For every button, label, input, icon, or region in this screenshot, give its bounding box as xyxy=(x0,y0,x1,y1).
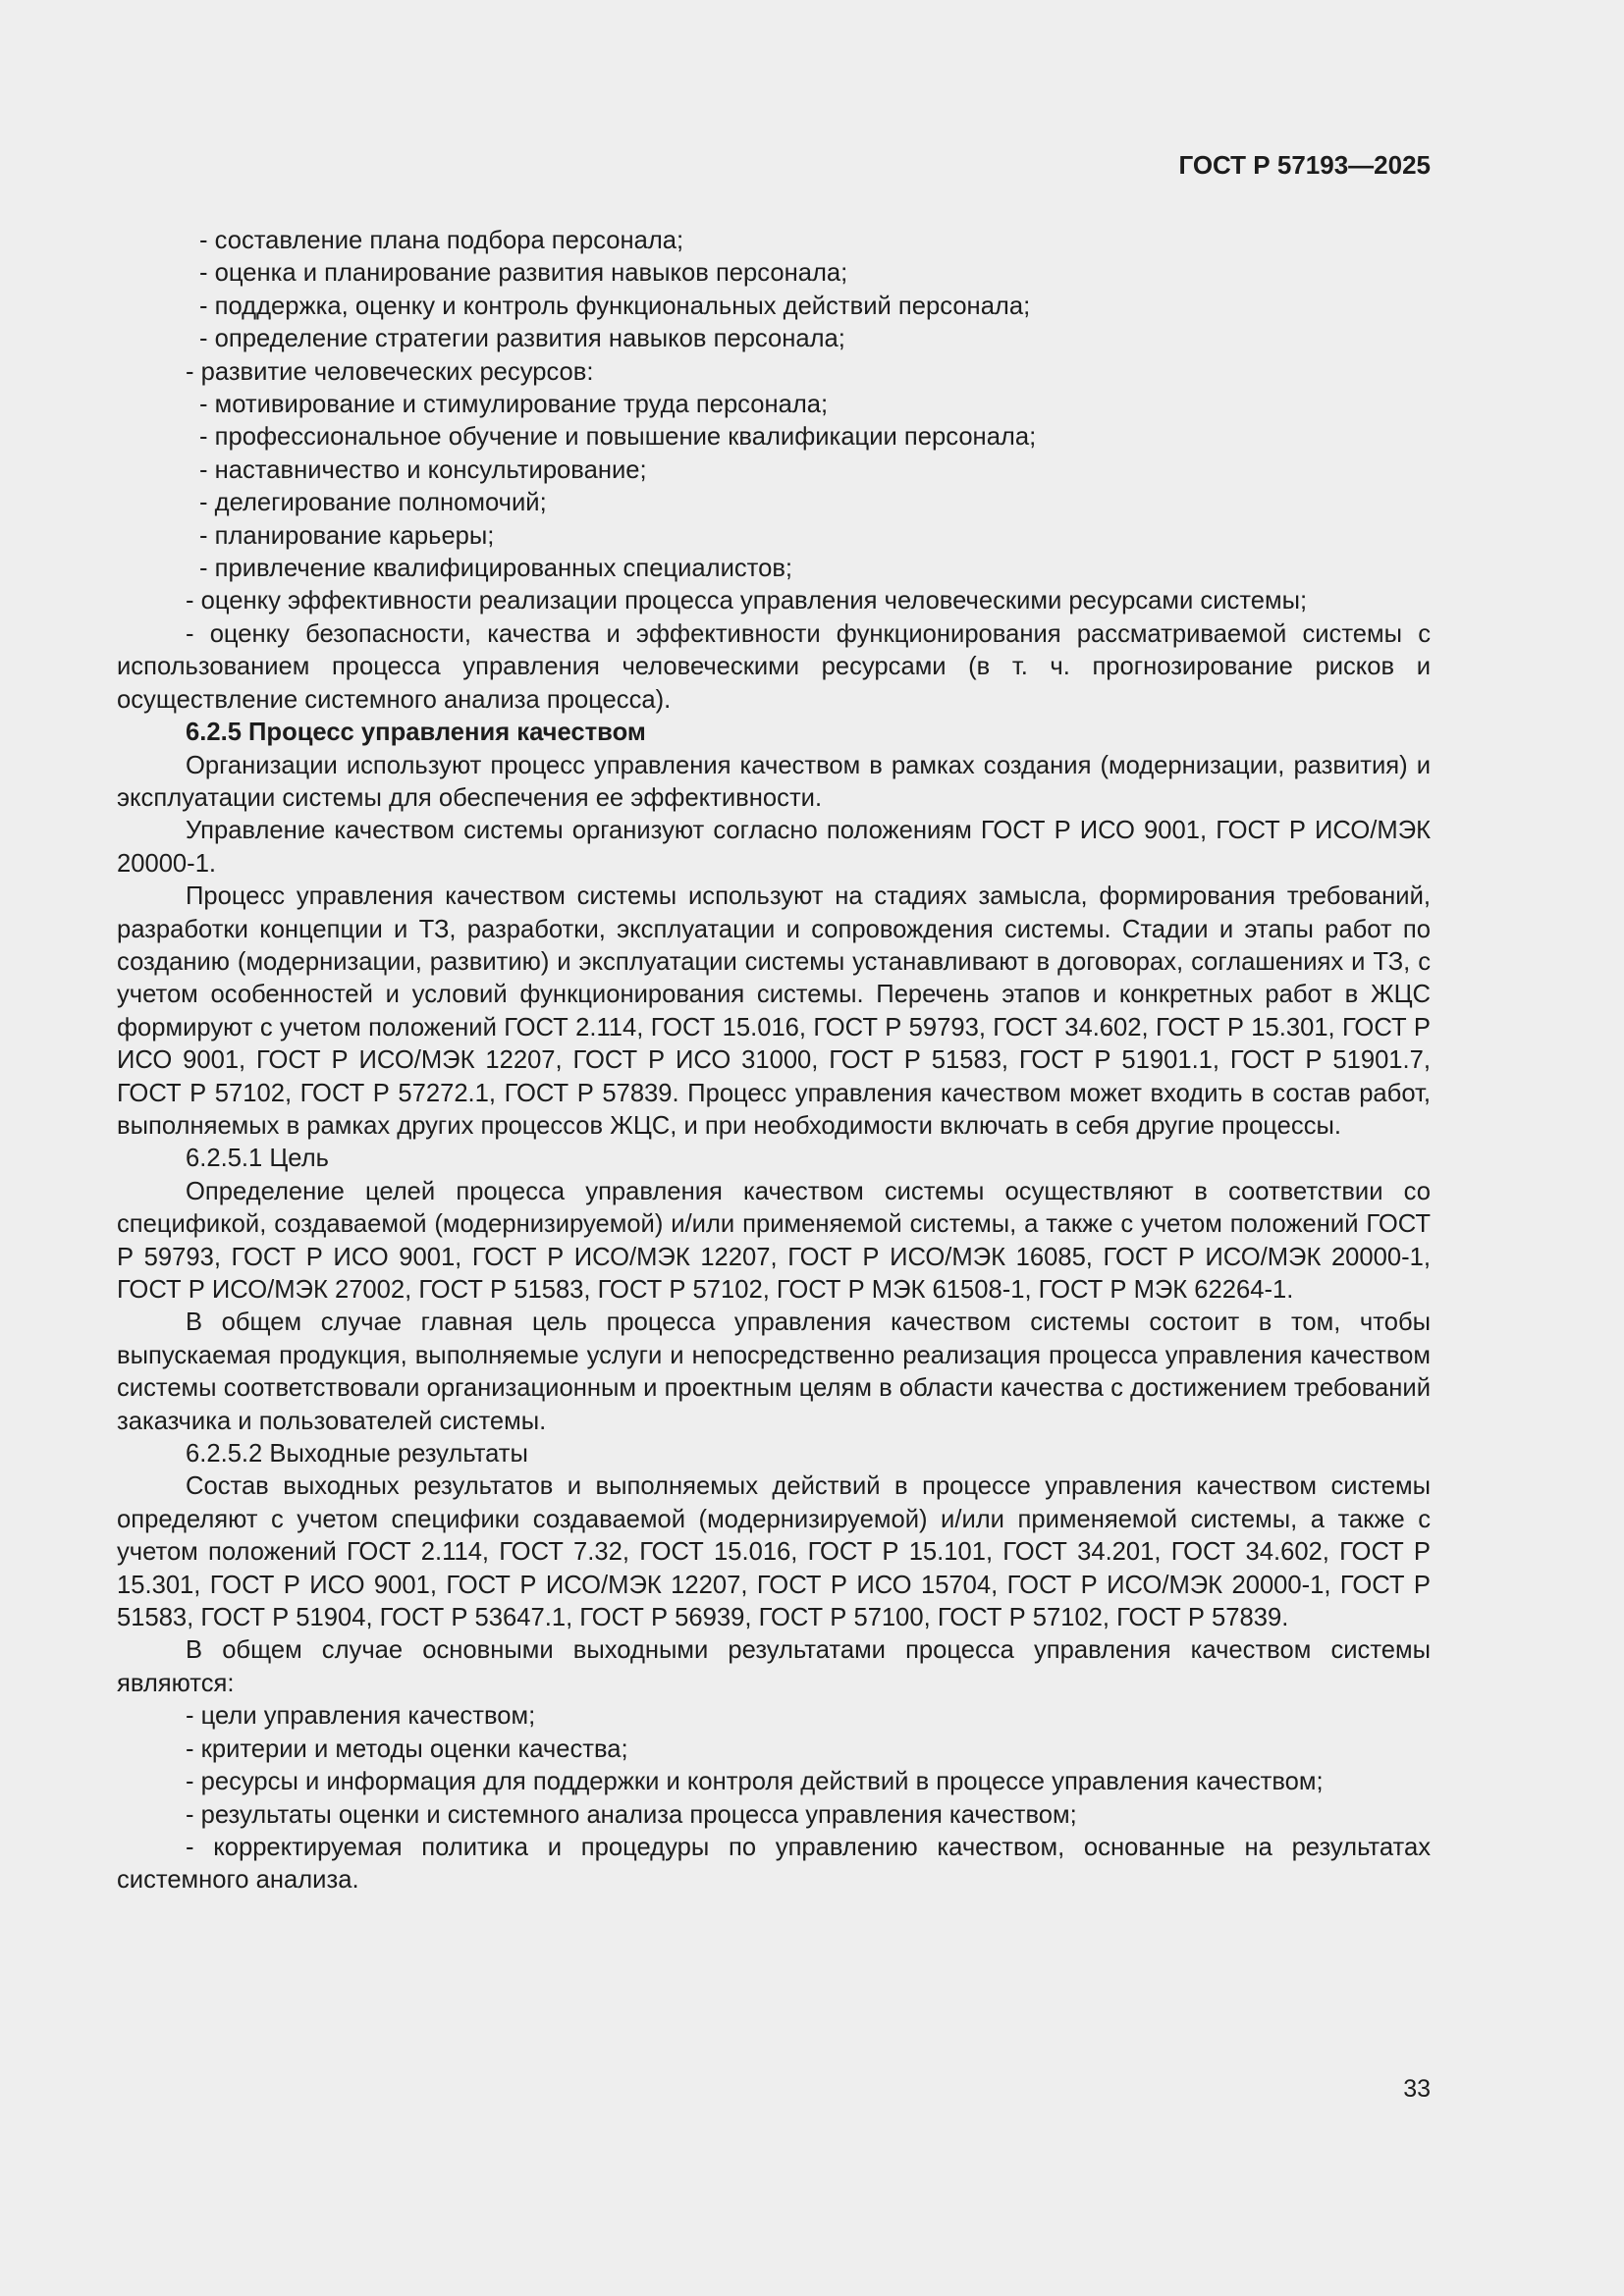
paragraph: Состав выходных результатов и выполняемых действий в процессе управления качеством системы определяют с учетом специфики создаваемой (модернизируемой) и/или применяемой системы, а также с учетом положений ГОСТ 2.114, ГОСТ 7.32, ГОСТ 15.016, ГОСТ Р 15.101, ГОСТ 34.201, ГОСТ 34.602, ГОСТ Р 15.301, ГОСТ Р ИСО 9001, ГОСТ Р ИСО/МЭК 12207, ГОСТ Р ИСО 15704, ГОСТ Р ИСО/МЭК 20000-1, ГОСТ Р 51583, ГОСТ Р 51904, ГОСТ Р 53647.1, ГОСТ Р 56939, ГОСТ Р 57100, ГОСТ Р 57102, ГОСТ Р 57839. xyxy=(117,1472,1431,1632)
list-item: - привлечение квалифицированных специалистов; xyxy=(199,555,793,583)
list-item: - цели управления качеством; xyxy=(186,1702,536,1731)
list-item: - определение стратегии развития навыков персонала; xyxy=(199,325,845,353)
document-body xyxy=(117,225,1431,1897)
list-item: - корректируемая политика и процедуры по управлению качеством, основанные на результатах системного анализа. xyxy=(117,1833,1431,1895)
paragraph: Процесс управления качеством системы используют на стадиях замысла, формирования требований, разработки концепции и ТЗ, разработки, эксплуатации и сопровождения системы. Стадии и этапы работ по созданию (модернизации, развитию) и эксплуатации системы устанавливают в договорах, соглашениях и ТЗ, с учетом особенностей и условий функционирования системы. Перечень этапов и конкретных работ в ЖЦС формируют с учетом положений ГОСТ 2.114, ГОСТ 15.016, ГОСТ Р 59793, ГОСТ 34.602, ГОСТ Р 15.301, ГОСТ Р ИСО 9001, ГОСТ Р ИСО/МЭК 12207, ГОСТ Р ИСО 31000, ГОСТ Р 51583, ГОСТ Р 51901.1, ГОСТ Р 51901.7, ГОСТ Р 57102, ГОСТ Р 57272.1, ГОСТ Р 57839. Процесс управления качеством может входить в состав работ, выполняемых в рамках других процессов ЖЦС, и при необходимости включать в себя другие процессы. xyxy=(117,882,1431,1140)
list-item: - развитие человеческих ресурсов: xyxy=(186,357,594,386)
list-item: - планирование карьеры; xyxy=(199,521,495,550)
list-item: - поддержка, оценку и контроль функциональных действий персонала; xyxy=(199,292,1031,320)
paragraph: Определение целей процесса управления качеством системы осуществляют в соответствии со спецификой, создаваемой (модернизируемой) и/или применяемой системы, а также с учетом положений ГОСТ Р 59793, ГОСТ Р ИСО 9001, ГОСТ Р ИСО/МЭК 12207, ГОСТ Р ИСО/МЭК 16085, ГОСТ Р ИСО/МЭК 20000-1, ГОСТ Р ИСО/МЭК 27002, ГОСТ Р 51583, ГОСТ Р 57102, ГОСТ Р МЭК 61508-1, ГОСТ Р МЭК 62264-1. xyxy=(117,1177,1431,1304)
list-item: - оценку эффективности реализации процесса управления человеческими ресурсами системы; xyxy=(186,587,1308,615)
document-header: ГОСТ Р 57193—2025 xyxy=(1178,150,1431,180)
list-item: - наставничество и консультирование; xyxy=(199,455,647,484)
list-item: - мотивирование и стимулирование труда персонала; xyxy=(199,391,829,419)
list-item: - составление плана подбора персонала; xyxy=(199,227,684,254)
list-item: - ресурсы и информация для поддержки и контроля действий в процессе управления качеством; xyxy=(186,1768,1324,1796)
paragraph: В общем случае основными выходными результатами процесса управления качеством системы являются: xyxy=(117,1636,1431,1697)
paragraph: Организации используют процесс управления качеством в рамках создания (модернизации, развития) и эксплуатации системы для обеспечения ее эффективности. xyxy=(117,751,1431,812)
subsection-heading: 6.2.5.2 Выходные результаты xyxy=(186,1440,528,1468)
list-item: - делегирование полномочий; xyxy=(199,489,547,517)
list-item: - критерии и методы оценки качества; xyxy=(186,1735,628,1763)
paragraph: Управление качеством системы организуют согласно положениям ГОСТ Р ИСО 9001, ГОСТ Р ИСО/МЭК 20000-1. xyxy=(117,817,1431,878)
paragraph: В общем случае главная цель процесса управления качеством системы состоит в том, чтобы выпускаемая продукция, выполняемые услуги и непосредственно реализация процесса управления качеством системы соответствовали организационным и проектным целям в области качества с достижением требований заказчика и пользователей системы. xyxy=(117,1308,1431,1435)
list-item: - оценка и планирование развития навыков персонала; xyxy=(199,259,848,288)
list-item: - результаты оценки и системного анализа процесса управления качеством; xyxy=(186,1800,1077,1829)
page-number: 33 xyxy=(1403,2075,1431,2103)
list-item: - профессиональное обучение и повышение квалификации персонала; xyxy=(199,423,1037,452)
section-heading: 6.2.5 Процесс управления качеством xyxy=(186,719,646,747)
subsection-heading: 6.2.5.1 Цель xyxy=(186,1145,329,1173)
list-item: - оценку безопасности, качества и эффективности функционирования рассматриваемой системы с использованием процесса управления человеческими ресурсами (в т. ч. прогнозирование рисков и осуществление системного анализа процесса). xyxy=(117,619,1431,714)
